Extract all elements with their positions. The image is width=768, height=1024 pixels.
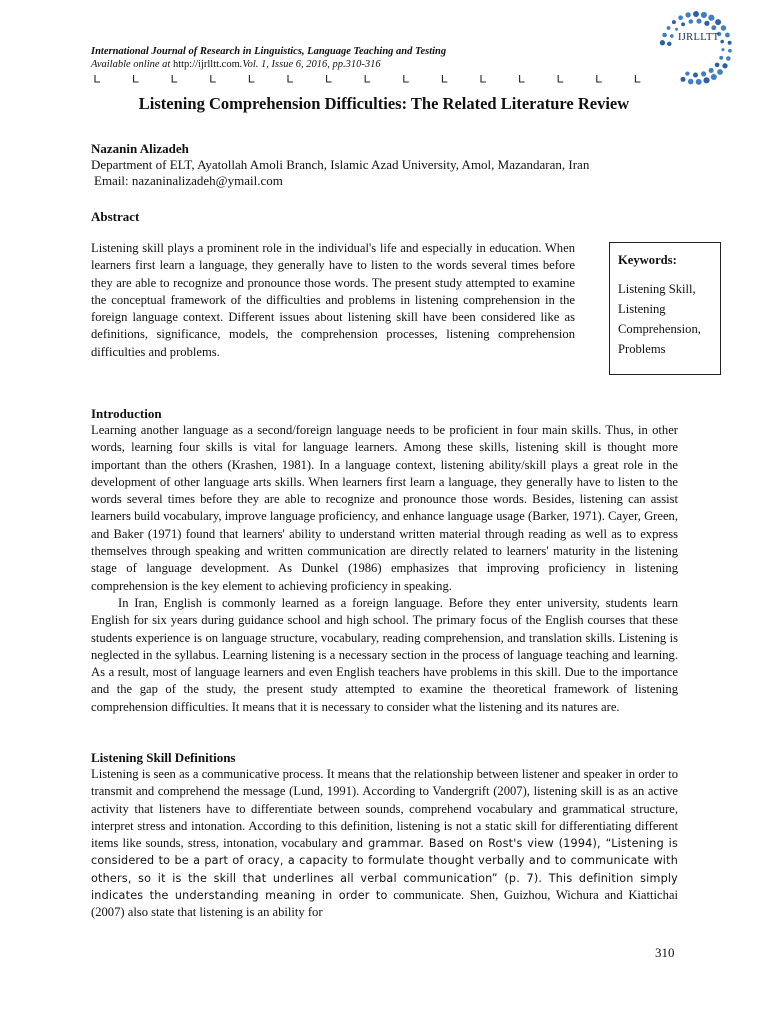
logo-dot [701,71,706,76]
logo-dot [728,49,732,53]
logo-dot [708,15,714,21]
logo-dot [675,28,678,31]
logo-dot [726,56,731,61]
logo-dot [721,48,724,51]
abstract-heading: Abstract [91,209,140,224]
logo-dot [717,69,723,75]
divider-mark [404,75,409,82]
definitions-text-a: Listening is seen as a communicative process. It means that the relationship between listener and speaker in order to transmit and comprehend the message (Lund, 1991). According to Vandergrift (2007), listening skill is as an active activity that listeners have to differentiate between sounds, comprehend vocabulary and grammatical structure, interpret stress and intonation. According to this definition, listening is not a static skill for differentiating different items like sounds, stress, intonation, vocabulary [91,767,678,851]
journal-header [91,45,651,71]
logo-dot [711,25,716,30]
divider-mark [558,75,563,82]
logo-dot [681,22,685,26]
introduction-paragraph-2: In Iran, English is commonly learned as a foreign language. Before they enter university, students learn English for six years during guidance school and high school. The primary focus of the English courses that these students experience is on language structure, vocabulary, reading comprehension, and translation skills. Listening is neglected in the syllabus. Learning listening is a necessary section in the process of language teaching and learning. As a result, most of language learners and even English teachers have problems in this skill. Due to the importance and the gap of the study, the present study attempted to examine the theoretical framework of listening comprehension difficulties. It means that it is necessary to consider what the listening and its natures are. [91,595,678,714]
divider-mark [481,75,486,82]
logo-dot [715,63,720,68]
logo-dot [711,74,717,80]
keywords-text: Listening Skill, Listening Comprehension, Problems [618,282,701,356]
logo-dot [685,71,689,75]
logo-dot [670,34,674,38]
logo-dot [703,77,709,83]
divider-mark [211,75,216,82]
logo-dot [721,25,726,30]
logo-dot [672,20,676,24]
logo-dot [720,40,724,44]
logo-dot [719,56,723,60]
logo-dot [693,73,698,78]
definitions-text-c: communicate. Shen, Guizhou, Wichura and Kiattichai (2007) also state that listening is an ability for [91,888,678,920]
divider-mark [597,75,602,82]
divider-mark [635,75,640,82]
logo-dot [685,12,690,17]
divider-mark [365,75,370,82]
author-name: Nazanin Alizadeh [91,141,189,156]
divider-mark [327,75,332,82]
logo-dot [688,79,694,85]
page-number: 310 [655,945,675,960]
logo-dot [725,33,730,38]
keywords-box [609,242,721,375]
definitions-paragraph [91,766,678,922]
logo-dot [681,77,686,82]
divider-mark [288,75,293,82]
logo-dot [715,19,721,25]
author-block [91,141,589,189]
introduction-body [91,422,678,729]
divider-mark [442,75,447,82]
journal-url[interactable]: http://ijrlltt.com [172,59,240,70]
issue-info: .Vol. 1, Issue 6, 2016, pp.310-316 [239,59,381,70]
divider-mark [95,75,100,82]
logo-dots-icon [656,8,736,88]
journal-logo [656,8,736,88]
logo-dot [667,26,671,30]
logo-dot [696,79,702,85]
available-prefix: Available online at [91,59,173,70]
header-divider [91,73,651,85]
divider-mark [249,75,254,82]
divider-mark [134,75,139,82]
abstract-text: Listening skill plays a prominent role in the individual's life and especially in education. When learners first learn a language, they generally have to listen to the words several times before they are able to recognize and pronounce those words. The present study attempted to examine the conceptual framework of the difficulties and problems in listening comprehension in the foreign language context. Different issues about listening skill have been considered like as definitions, significance, models, the comprehension processes, listening comprehension difficulties and problems. [91,241,575,359]
logo-dot [693,11,699,17]
logo-dot [696,19,701,24]
logo-dot [704,21,709,26]
logo-dot [678,15,683,20]
logo-dot [660,40,665,45]
journal-name: International Journal of Research in Linguistics, Language Teaching and Testing [91,46,447,57]
divider-mark [172,75,177,82]
logo-dot [722,63,727,68]
paper-title: Listening Comprehension Difficulties: The Related Literature Review [138,94,630,113]
keywords-heading: Keywords: [618,253,677,267]
definitions-heading: Listening Skill Definitions [91,750,236,765]
logo-dot [662,33,667,38]
introduction-paragraph-1: Learning another language as a second/foreign language needs to be proficient in four main skills. Thus, in other words, learning four skills is vital for language learners. Among these skills, listening skill is thought more important than the others (Krashen, 1981). In a language context, listening ability/skill plays a great role in the development of other language arts skills. When learners first learn a language, they generally have to listen to the words several times before they are able to recognize and pronounce those words. Besides, listening can assist learners build vocabulary, improve language proficiency, and enhance language usage (Barker, 1971). Cayer, Green, and Baker (1971) found that learners' ability to understand written material through reading as well as to express themselves through speaking and written communication are directly related to learners' maturity in the listening stage of language development. As Dunkel (1986) emphasizes that improving proficiency in listening comprehension is the key element to achieving proficiency in speaking. [91,423,678,593]
logo-dot [701,12,707,18]
availability-line [91,58,651,71]
author-email: Email: nazaninalizadeh@ymail.com [94,173,283,188]
logo-dot [728,41,732,45]
author-affiliation: Department of ELT, Ayatollah Amoli Branch, Islamic Azad University, Amol, Mazandaran, Iran [91,157,590,172]
introduction-heading: Introduction [91,406,162,421]
logo-dot [667,42,671,46]
logo-dot [688,19,693,24]
definitions-text-b: and grammar. Based on Rost's view (1994), “Listening is considered to be a part of oracy, a capacity to formulate thought verbally and to communicate with others, so it is the skill that underlines all verbal communication” (p. 7). This definition simply indicates the understanding meaning in order to [91,837,678,903]
logo-dot [709,68,714,73]
logo-text: IJRLLTT [678,32,720,43]
divider-mark [520,75,525,82]
